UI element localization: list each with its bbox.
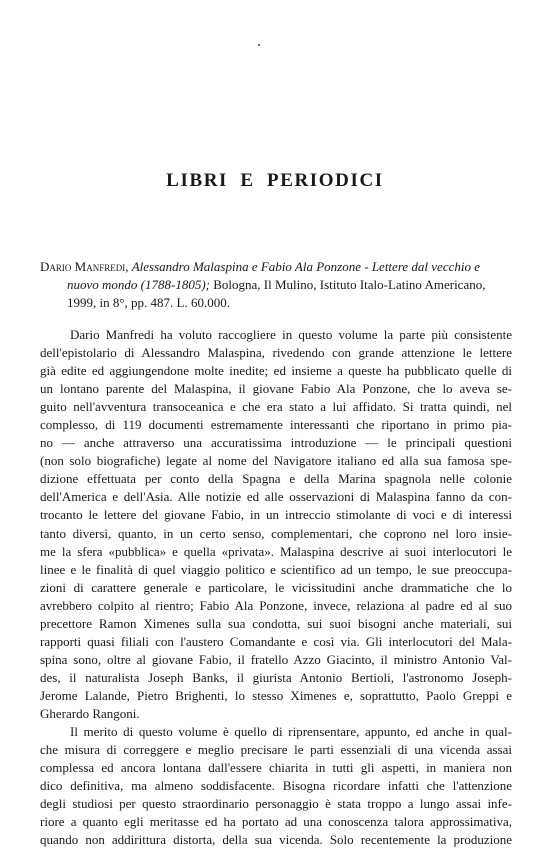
text-line: quando non addirittura distorta, della sua vicenda. Solo recentemente la produzione	[40, 832, 512, 848]
scan-speck	[258, 44, 260, 46]
text-line: avrebbero colpito al rientro; Fabio Ala Ponzone, invece, relaziona al padre ed al suo	[40, 597, 512, 613]
text-line: (non solo biografiche) legate al nome del Navigatore italiano ed alla sua famosa spe-	[40, 453, 512, 469]
citation-publisher: Bologna, Il Mulino, Istituto Italo-Latino Americano,	[209, 277, 486, 292]
text-line: des, il naturalista Joseph Banks, il giurista Antonio Bertioli, l'astronomo Joseph-	[40, 669, 512, 685]
citation-line-2	[40, 276, 518, 294]
text-line: Il merito di questo volume è quello di riprensentare, appunto, ed anche in qual-	[70, 724, 512, 740]
text-line: dell'America e dell'Asia. Alle notizie ed alle osservazioni di Malaspina fanno da con-	[40, 489, 512, 505]
text-line: linee e le finalità di quel viaggio politico e scientifico ad un tempo, le sue preoccupa-	[40, 561, 512, 577]
text-line: complessa ed ancora lontana dall'essere chiarita in tutti gli aspetti, in maniera non	[40, 760, 512, 776]
text-line: Dario Manfredi ha voluto raccogliere in questo volume la parte più consistente	[70, 327, 512, 342]
text-line: già edite ed aggiungendone molte inedite; ed insieme a queste ha pubblicato quelle di	[40, 363, 512, 379]
paragraph-1	[40, 326, 512, 723]
text-line: rapporti quasi filiali con l'austero Comandante e così via. Gli interlocutori del Mala-	[40, 633, 512, 649]
text-line: spina sono, oltre al giovane Fabio, il fratello Azzo Giacinto, il ministro Antonio Val-	[40, 651, 512, 667]
book-citation	[40, 258, 518, 312]
text-line: me la sfera «pubblica» e quella «privata». Malaspina descrive ai suoi interlocutori le	[40, 543, 512, 559]
text-line: dico definitiva, ma almeno soddisfacente. Bisogna ricordare infatti che l'attenzione	[40, 778, 512, 794]
paragraph-2	[40, 723, 512, 849]
citation-author: Dario Manfredi,	[40, 259, 129, 274]
text-line: dizione effettuata per conto della Spagna e della Marina spagnola nelle colonie	[40, 471, 512, 487]
text-line: riore a quanto egli meritasse ed ha portato ad una conoscenza talora approssimativa,	[40, 814, 512, 830]
text-line: precettore Ramon Ximenes sulla sua condotta, sui suoi bisogni anche materiali, sui	[40, 615, 512, 631]
text-line: dell'epistolario di Alessandro Malaspina, rivedendo con grande attenzione le lettere	[40, 345, 512, 361]
citation-details: 1999, in 8°, pp. 487. L. 60.000.	[67, 295, 231, 310]
section-title: LIBRI E PERIODICI	[166, 170, 384, 191]
text-line: Jerome Lalande, Pietro Brighenti, lo stesso Ximenes e, soprattutto, Paolo Greppi e	[40, 687, 512, 703]
text-line: trocanto le lettere del giovane Fabio, in un intreccio stimolante di voci e di interessi	[40, 507, 512, 523]
citation-title: Alessandro Malaspina e Fabio Ala Ponzone - Lettere dal vecchio e	[131, 259, 480, 274]
citation-line-1	[40, 258, 518, 276]
text-line: guito nell'avventura transoceanica e che era stato a lui affidato. Si tratta quindi, nel	[40, 399, 512, 415]
text-line: complesso, di 119 documenti estremamente interessanti che riportano in primo pia-	[40, 417, 512, 433]
text-line: no — anche attraverso una accuratissima introduzione — le principali questioni	[40, 435, 512, 451]
review-body	[40, 326, 512, 849]
text-line: un lontano parente del Malaspina, il giovane Fabio Ala Ponzone, che lo aveva se-	[40, 381, 512, 397]
text-line: degli studiosi per questo straordinario personaggio è stata troppo a lungo assai infe-	[40, 796, 512, 812]
citation-title-cont: nuovo mondo (1788-1805);	[67, 277, 210, 292]
text-line: zioni di carattere generale e particolare, le vicissitudini anche drammatiche che lo	[40, 579, 512, 595]
text-line: che misura di correggere e meglio precisare le parti essenziali di una vicenda assai	[40, 742, 512, 758]
text-line: Gherardo Rangoni.	[40, 705, 140, 721]
text-line: tanto diversi, quanto, in un certo senso, complementari, che coprono nel loro insie-	[40, 525, 512, 541]
